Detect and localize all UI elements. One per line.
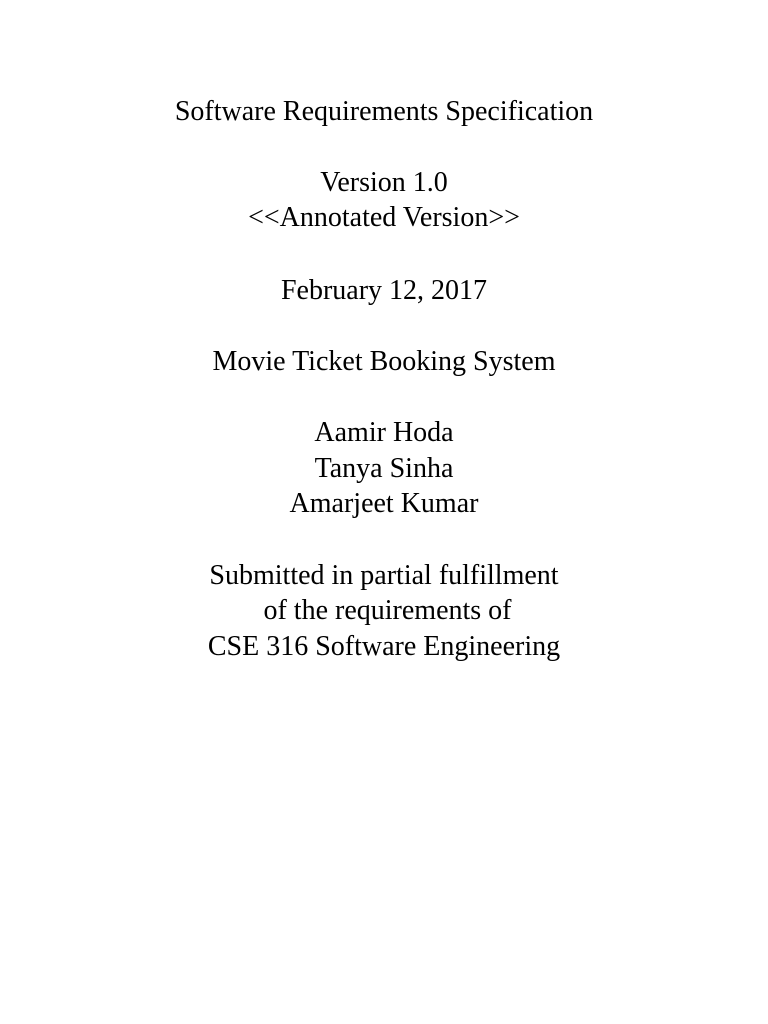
project-name: Movie Ticket Booking System — [212, 346, 556, 377]
author-name: Tanya Sinha — [314, 453, 454, 484]
document-title: Software Requirements Specification — [174, 96, 594, 127]
document-date: February 12, 2017 — [280, 275, 488, 306]
submission-line: Submitted in partial fulfillment — [209, 560, 559, 591]
author-name: Aamir Hoda — [314, 417, 454, 448]
document-annotation: <<Annotated Version>> — [248, 202, 520, 233]
submission-line: of the requirements of — [256, 595, 512, 626]
course-line: CSE 316 Software Engineering — [207, 631, 561, 662]
author-name: Amarjeet Kumar — [289, 488, 479, 519]
document-version: Version 1.0 — [320, 167, 448, 198]
